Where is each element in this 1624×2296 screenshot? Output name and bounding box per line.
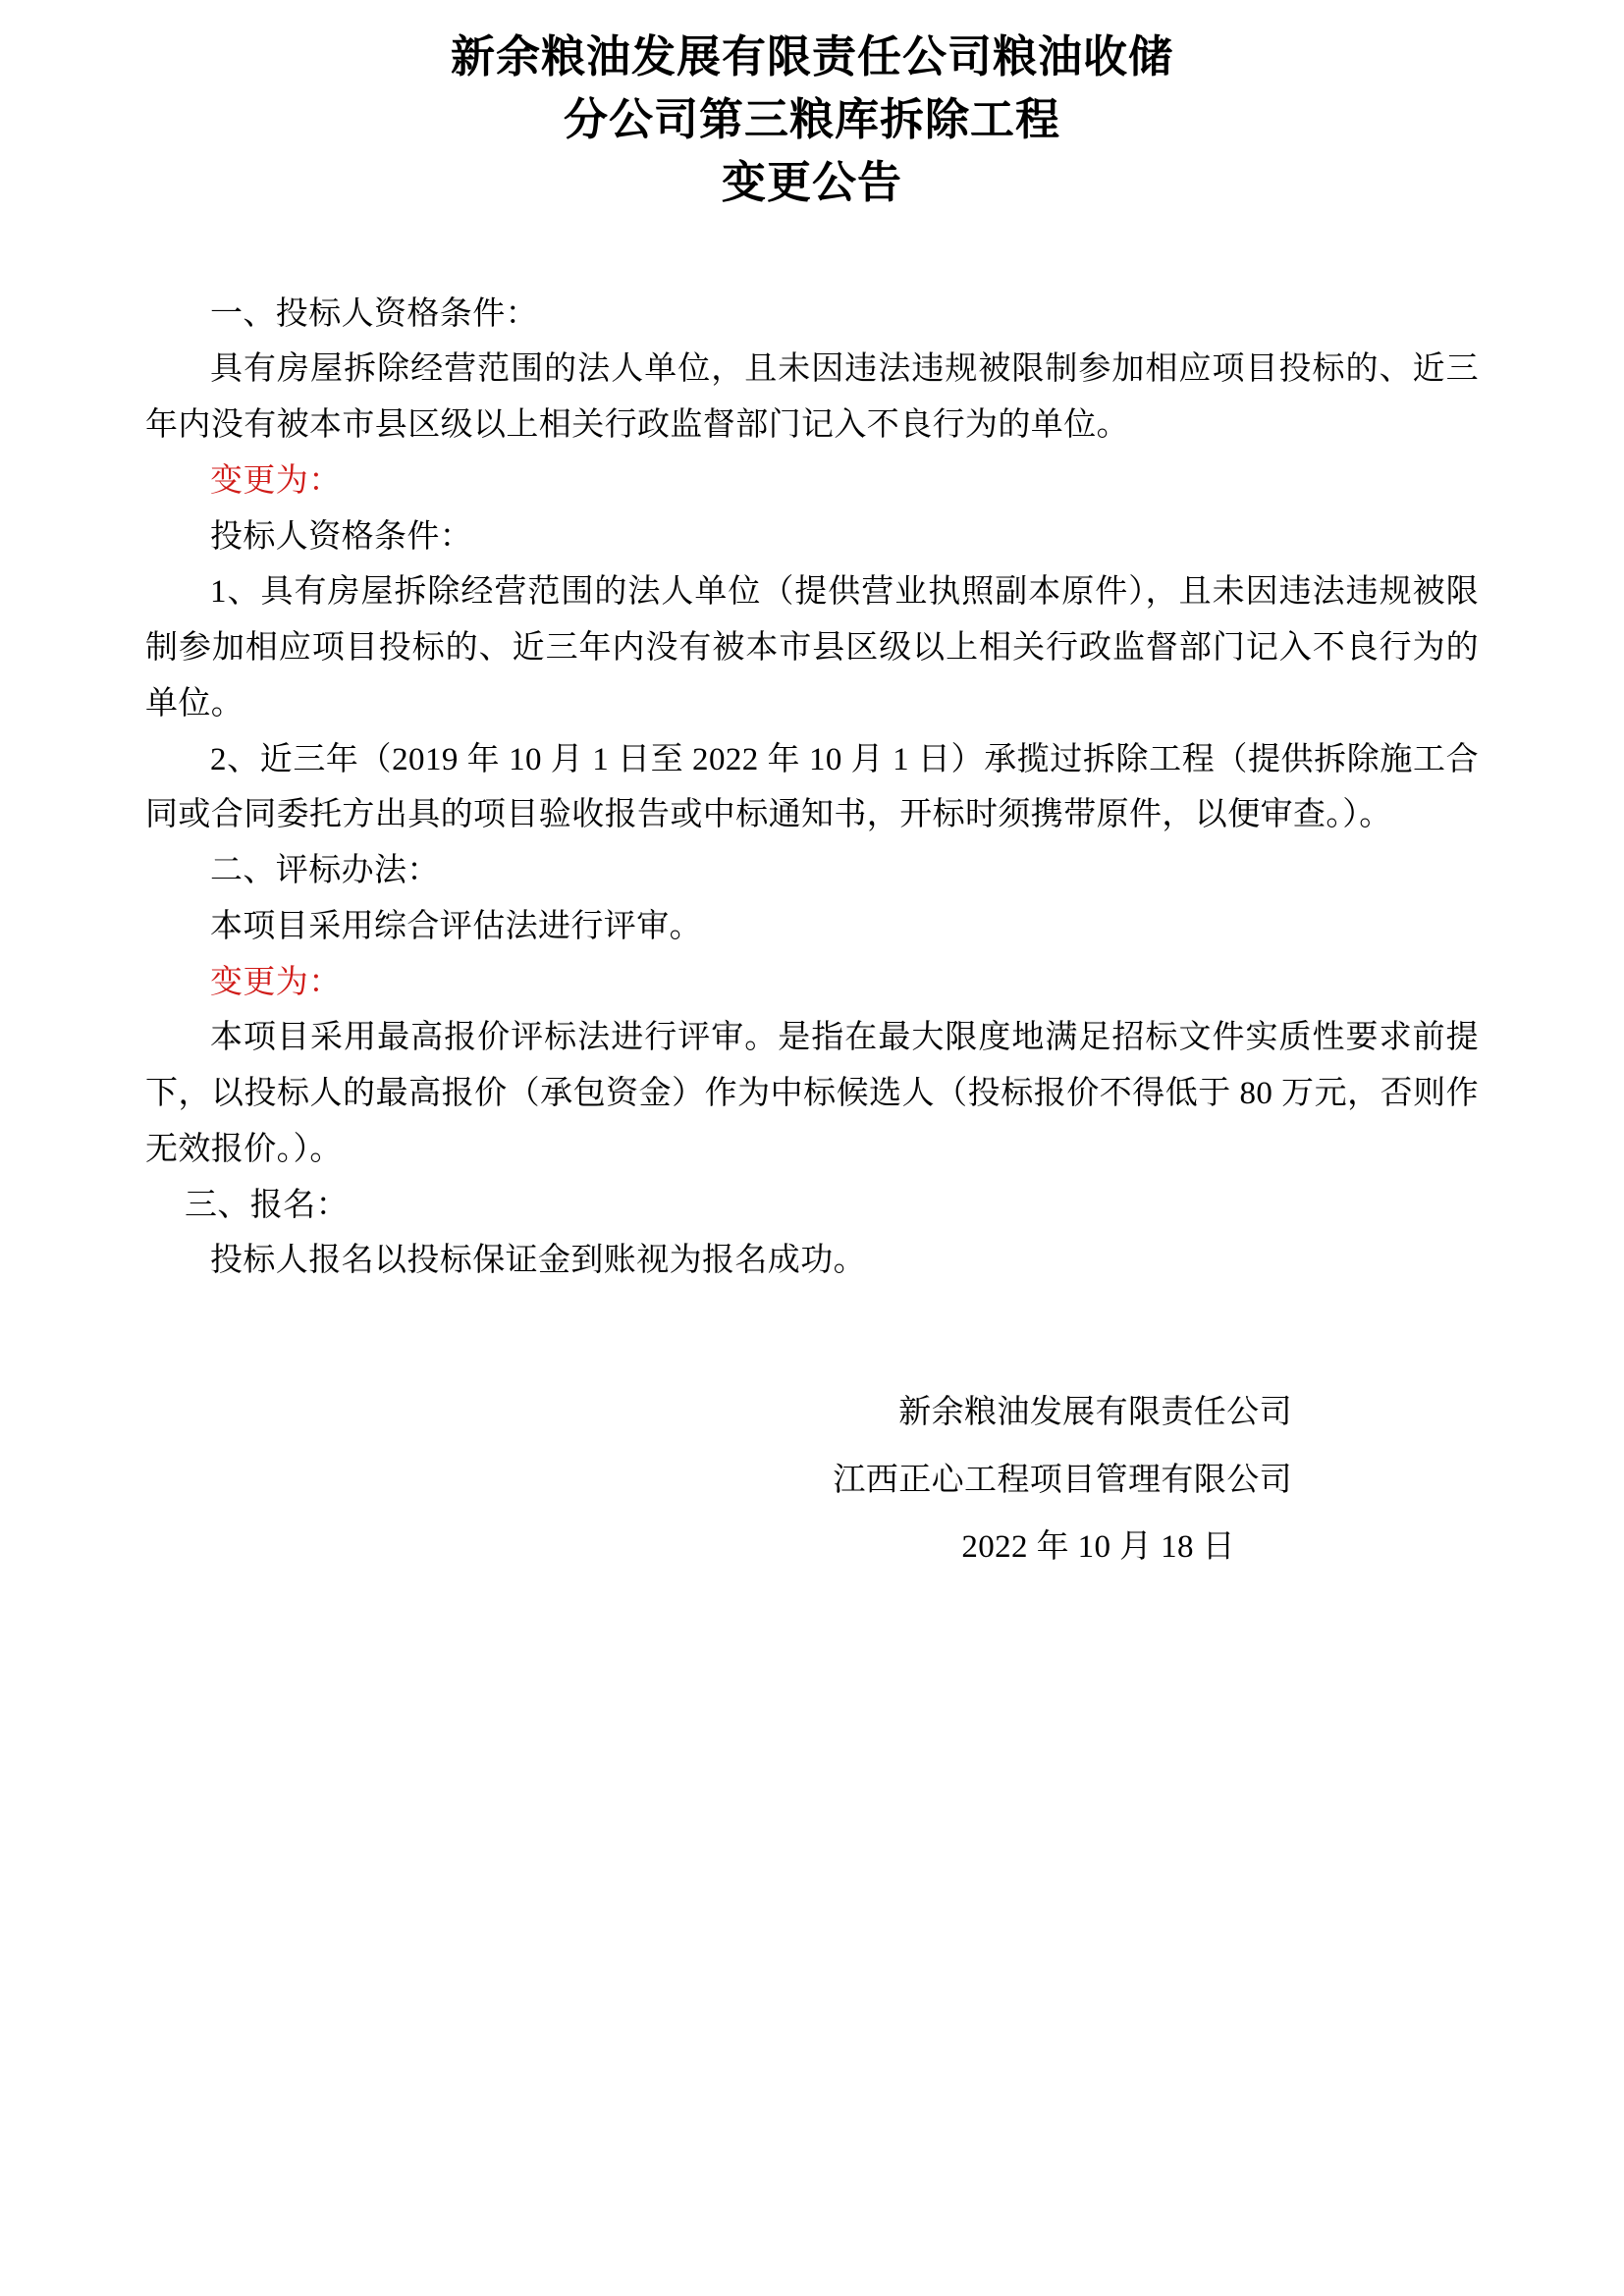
section-2-heading: 二、评标办法： <box>210 853 440 889</box>
section-2-original: 本项目采用综合评估法进行评审。 <box>210 908 702 944</box>
title-line-2: 分公司第三粮库拆除工程 <box>563 92 1060 145</box>
section-1-revised-item-2: 2、近三年（2019 年 10 月 1 日至 2022 年 10 月 1 日）承揽过拆除工程（提供拆除施工合同或合同委托方出具的项目验收报告或中标通知书，开标时须携带原件，以便审查。）。 <box>145 741 1479 833</box>
signature-company: 新余粮油发展有限责任公司 <box>898 1395 1292 1431</box>
section-3-heading: 三、报名： <box>185 1187 349 1223</box>
signature-block <box>145 1379 1479 1581</box>
section-1-heading: 一、投标人资格条件： <box>210 295 538 332</box>
title-line-1: 新余粮油发展有限责任公司粮油收储 <box>450 30 1173 82</box>
document-body <box>145 287 1479 1290</box>
section-3-original: 投标人报名以投标保证金到账视为报名成功。 <box>210 1243 866 1279</box>
title-line-3: 变更公告 <box>721 155 902 208</box>
signature-date: 2022 年 10 月 18 日 <box>961 1529 1235 1566</box>
section-2-revised-item-1: 本项目采用最高报价评标法进行评审。是指在最大限度地满足招标文件实质性要求前提下，以投标人的最高报价（承包资金）作为中标候选人（投标报价不得低于 80 万元，否则作无效报价。）。 <box>145 1020 1479 1167</box>
section-2-change-label: 变更为： <box>210 964 342 1000</box>
page-title <box>145 18 1479 214</box>
section-1-change-label: 变更为： <box>210 462 342 499</box>
section-1-revised-item-1: 1、具有房屋拆除经营范围的法人单位（提供营业执照副本原件），且未因违法违规被限制参加相应项目投标的、近三年内没有被本市县区级以上相关行政监督部门记入不良行为的单位。 <box>145 574 1479 721</box>
signature-agent: 江西正心工程项目管理有限公司 <box>833 1462 1292 1498</box>
section-1-original: 具有房屋拆除经营范围的法人单位，且未因违法违规被限制参加相应项目投标的、近三年内没有被本市县区级以上相关行政监督部门记入不良行为的单位。 <box>145 351 1479 444</box>
section-1-revised-intro: 投标人资格条件： <box>210 518 473 555</box>
